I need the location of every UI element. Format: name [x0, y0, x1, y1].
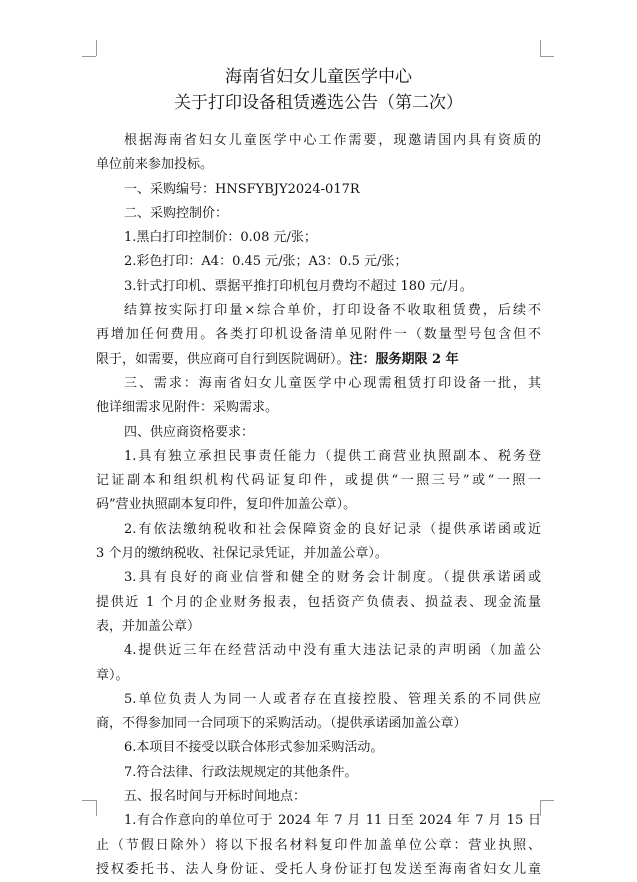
section-2-item-3: 3.针式打印机、票据平推打印机包月费均不超过 180 元/月。 — [124, 278, 473, 294]
section-3-line-2: 他详细需求见附件：采购需求。 — [96, 400, 279, 416]
section-5-item-1-line-2: 止（节假日除外）将以下报名材料复印件加盖单位公章：营业执照、 — [96, 837, 541, 853]
section-4-item-2-line-2: 3 个月的缴纳税收、社保记录凭证，并加盖公章）。 — [96, 546, 388, 562]
section-2-heading: 二、采购控制价： — [124, 205, 229, 221]
section-5-item-1-line-3: 授权委托书、法人身份证、受托人身份证打包发送至海南省妇女儿童 — [96, 861, 541, 877]
section-4-item-1-line-2: 记证副本和组织机构代码证复印件，或提供“一照三号”或“一照一 — [96, 473, 541, 489]
section-4-item-4-line-2: 章）。 — [96, 667, 129, 683]
document-title-line1: 海南省妇女儿童医学中心 — [225, 67, 412, 87]
section-4-item-6: 6.本项目不接受以联合体形式参加采购活动。 — [124, 740, 384, 756]
section-4-item-2-line-1: 2.有依法缴纳税收和社会保障资金的良好记录（提供承诺函或近 — [124, 521, 541, 537]
section-3-line-1: 三、需求：海南省妇女儿童医学中心现需租赁打印设备一批，其 — [124, 375, 541, 391]
section-2-item-1: 1.黑白打印控制价：0.08 元/张； — [124, 230, 317, 246]
section-4-item-1-line-3: 码”营业执照副本复印件，复印件加盖公章）。 — [96, 497, 357, 513]
section-2-item-2: 2.彩色打印：A4：0.45 元/张；A3：0.5 元/张； — [124, 254, 408, 270]
section-4-item-3-line-1: 3.具有良好的商业信誉和健全的财务会计制度。（提供承诺函或 — [124, 570, 541, 586]
intro-line-2: 单位前来参加投标。 — [96, 157, 214, 173]
intro-line-1: 根据海南省妇女儿童医学中心工作需要，现邀请国内具有资质的 — [124, 133, 541, 148]
document-title-line2: 关于打印设备租赁遴选公告（第二次） — [174, 93, 463, 113]
section-4-item-5-line-1: 5.单位负责人为同一人或者存在直接控股、管理关系的不同供应 — [124, 691, 541, 707]
section-4-heading: 四、供应商资格要求： — [124, 424, 255, 440]
settlement-line-3 — [96, 348, 541, 372]
section-4-item-4-line-1: 4.提供近三年在经营活动中没有重大违法记录的声明函（加盖公 — [124, 643, 541, 659]
settlement-line-1: 结算按实际打印量×综合单价，打印设备不收取租赁费，后续不 — [124, 303, 541, 319]
document-body — [96, 129, 541, 882]
section-5-heading: 五、报名时间与开标时间地点： — [124, 789, 307, 805]
settlement-line-2: 再增加任何费用。各类打印机设备清单见附件一（数量型号包含但不 — [96, 327, 541, 343]
section-4-item-7: 7.符合法律、行政法规规定的其他条件。 — [124, 764, 358, 780]
section-4-item-3-line-3: 表，并加盖公章） — [96, 618, 201, 634]
section-4-item-1-line-1: 1.具有独立承担民事责任能力（提供工商营业执照副本、税务登 — [124, 448, 541, 464]
settlement-text: 限于，如需要，供应商可自行到医院调研）。 — [96, 351, 350, 367]
section-5-item-1-line-1: 1.有合作意向的单位可于 2024 年 7 月 11 日至 2024 年 7 月 15 日 — [124, 813, 541, 829]
section-4-item-3-line-2: 提供近 1 个月的企业财务报表，包括资产负债表、损益表、现金流量 — [96, 594, 541, 610]
section-1-procurement-number: 一、采购编号：HNSFYBJY2024-017R — [124, 181, 360, 197]
section-4-item-5-line-2: 商，不得参加同一合同项下的采购活动。（提供承诺函加盖公章） — [96, 716, 467, 732]
service-term-note: 注：服务期限 2 年 — [349, 351, 459, 367]
